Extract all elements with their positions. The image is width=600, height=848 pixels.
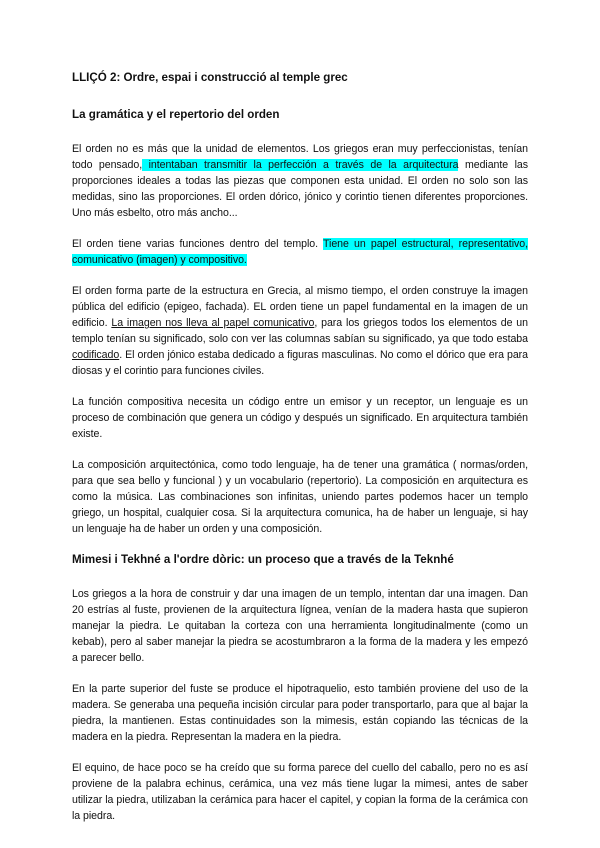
paragraph-echinus: El equino, de hace poco se ha creído que su forma parece del cuello del caballo, pero no es así proviene de la palabra echinus, cerámica, una vez más tiene lugar la mimesi, antes de saber utilizar la piedra, utilizaban la cerámica para hacer el capitel, y copian la forma de la cerámica con la piedra. bbox=[72, 762, 528, 822]
text-span: El orden no es más que la unidad de elementos. Los griegos eran muy perfeccionistas, tenían todo pensado, bbox=[72, 143, 528, 171]
paragraph-compositive-function: La función compositiva necesita un código entre un emisor y un receptor, un lenguaje es un proceso de combinación que genera un código y después un significado. En arquitectura también existe. bbox=[72, 396, 528, 440]
highlighted-text: intentaban transmitir la perfección a través de la arquitectura bbox=[142, 159, 459, 171]
highlighted-text: Tiene un papel estructural, representativo, comunicativo (imagen) y compositivo. bbox=[72, 238, 528, 266]
paragraph-order-functions bbox=[72, 236, 528, 268]
section-heading-grammar: La gramática y el repertorio del orden bbox=[72, 108, 280, 121]
text-span: El orden forma parte de la estructura en Grecia, al mismo tiempo, el orden construye la imagen pública del edificio (epigeo, fachada). EL orden tiene un papel fundamental en la imagen de un edificio. bbox=[72, 285, 528, 329]
underlined-text: codificado bbox=[72, 349, 120, 361]
text-span: , para los griegos todos los elementos de un templo tenían su significado, solo con ver las columnas sabían su significado, ya que todo estaba bbox=[72, 317, 528, 345]
text-span: mediante las proporciones ideales a todas las piezas que componen esta unidad. El orden no solo son las medidas, sino las proporciones. El orden dórico, jónico y corintio tienen diferentes proporciones. Uno más esbelto, otro más ancho... bbox=[72, 159, 529, 219]
paragraph-order-structure bbox=[72, 283, 528, 379]
text-span: El orden tiene varias funciones dentro del templo. bbox=[72, 238, 323, 250]
paragraph-architectural-composition: La composición arquitectónica, como todo lenguaje, ha de tener una gramática ( normas/orden, para que sea bello y funcional ) y un vocabulario (repertorio). La composición en arquitectura es como la música. Las combinaciones son infinitas, uniendo partes podemos hacer un templo griego, un hospital, cualquier cosa. Si la arquitectura comunica, ha de haber un lenguaje, si hay un lenguaje ha de haber un orden y una composición. bbox=[72, 459, 528, 535]
underlined-text: La imagen nos lleva al papel comunicativo bbox=[111, 317, 315, 329]
paragraph-flutes: Los griegos a la hora de construir y dar una imagen de un templo, intentan dar una imagen. Dan 20 estrías al fuste, provienen de la arquitectura lígnea, venían de la madera hasta que supieron manejar la piedra. Le quitaban la corteza con una herramienta longitudinalmente (como un kebab), pero al saber manejar la piedra se acostumbraron a la forma de la madera y les empezó a parecer bello. bbox=[72, 588, 528, 664]
page-title: LLIÇÓ 2: Ordre, espai i construcció al temple grec bbox=[72, 71, 348, 84]
text-span: . El orden jónico estaba dedicado a figuras masculinas. No como el dórico que era para diosas y el corintio para funciones civiles. bbox=[72, 349, 528, 377]
paragraph-order-definition bbox=[72, 141, 528, 221]
section-heading-mimesis: Mimesi i Tekhné a l'ordre dòric: un proceso que a través de la Teknhé bbox=[72, 553, 454, 566]
paragraph-hypotrachelion: En la parte superior del fuste se produce el hipotraquelio, esto también proviene del uso de la madera. Se generaba una pequeña incisión circular para poder transportarlo, para que al bajar la piedra, la mantienen. Estas continuidades son la mimesis, están copiando las técnicas de la madera en la piedra. Representan la madera en la piedra. bbox=[72, 683, 528, 743]
